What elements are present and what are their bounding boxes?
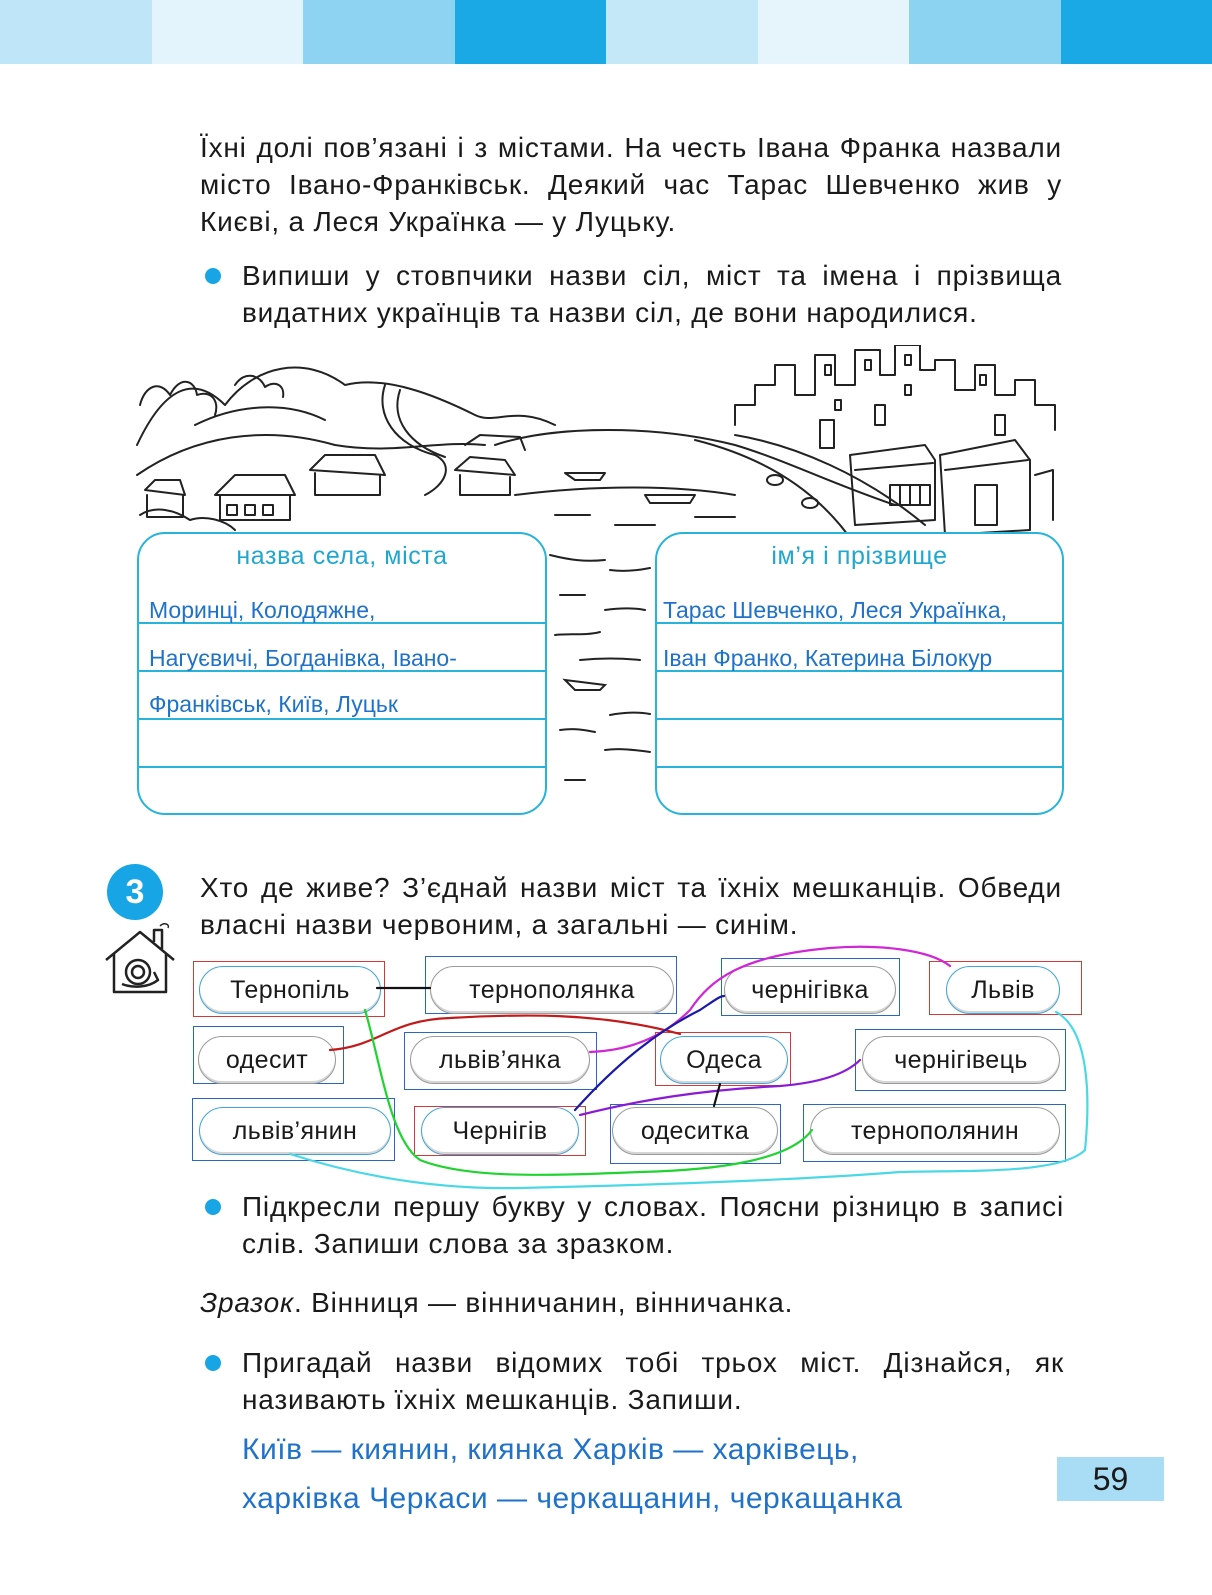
person-names-heading: ім’я і прізвище	[771, 542, 948, 570]
handwritten-answer-line: Нагуєвичі, Богданівка, Івано-	[149, 645, 457, 671]
page-number: 59	[1057, 1457, 1164, 1501]
band-segment	[758, 0, 910, 64]
exercise-number-badge: 3	[107, 864, 163, 920]
band-segment	[455, 0, 607, 64]
bullet-dot	[205, 1355, 221, 1371]
band-segment	[152, 0, 304, 64]
handwritten-answer-line: Франківськ, Київ, Луцьк	[149, 691, 398, 717]
task-instruction-3: Пригадай назви відомих тобі трьох міст. Дізнайся, як називають їхніх мешканців. Запиши.	[242, 1347, 1064, 1415]
handwritten-answer-line: Іван Франко, Катерина Білокур	[663, 645, 993, 671]
word-card-chernihivets[interactable]: чернігівець	[862, 1036, 1060, 1084]
bullet-dot	[205, 1199, 221, 1215]
exercise-3-instruction: Хто де живе? З’єднай назви міст та їхніх мешканців. Обведи власні назви червоним, а загальні — синім.	[200, 872, 1062, 940]
writing-line	[139, 766, 545, 768]
band-segment	[909, 0, 1061, 64]
word-card-chernihivka[interactable]: чернігівка	[724, 966, 896, 1014]
handwritten-answer-line: Моринці, Колодяжне,	[149, 597, 376, 623]
band-segment	[303, 0, 455, 64]
writing-line	[657, 766, 1062, 768]
band-segment	[0, 0, 152, 64]
bullet-dot	[205, 268, 221, 284]
place-names-heading: назва села, міста	[236, 542, 448, 570]
sample-text: . Вінниця — вінничанин, вінничанка.	[294, 1287, 794, 1318]
top-color-band	[0, 0, 1212, 64]
word-card-odesytka[interactable]: одеситка	[612, 1107, 778, 1155]
word-card-odesyt[interactable]: одесит	[198, 1036, 336, 1084]
word-card-ternopolianyn[interactable]: тернополянин	[810, 1107, 1060, 1155]
band-segment	[1061, 0, 1212, 64]
task-instruction-2: Підкресли першу букву у словах. Поясни різницю в записі слів. Запиши слова за зразком.	[242, 1191, 1064, 1259]
word-card-lvivianyn[interactable]: львів’янин	[199, 1107, 391, 1155]
handwritten-answer-line: харківка Черкаси — черкащанин, черкащанка	[242, 1482, 903, 1515]
person-names-box	[655, 532, 1064, 815]
band-segment	[606, 0, 758, 64]
word-card-lviv[interactable]: Львів	[946, 966, 1060, 1014]
handwritten-answer-line: Тарас Шевченко, Леся Українка,	[663, 597, 1008, 623]
place-names-box	[137, 532, 547, 815]
word-card-chernihiv[interactable]: Чернігів	[421, 1107, 579, 1155]
house-with-snail-icon	[102, 922, 180, 998]
writing-line	[657, 718, 1062, 720]
intro-paragraph: Їхні долі пов’язані і з містами. На честь Івана Франка назвали місто Івано-Франківськ. Деякий час Тарас Шевченко жив у Києві, а Леся Українка — у Луцьку.	[200, 132, 1062, 237]
handwritten-answer-line: Київ — киянин, киянка Харків — харківець,	[242, 1433, 859, 1466]
sample-line	[200, 1284, 1062, 1321]
writing-line	[139, 718, 545, 720]
word-card-ternopolianka[interactable]: тернополянка	[430, 966, 674, 1014]
task-instruction-1: Випиши у стовпчики назви сіл, міст та імена і прізвища видатних українців та назви сіл, де вони народилися.	[242, 260, 1062, 328]
river-waves	[545, 540, 655, 800]
word-card-odesa[interactable]: Одеса	[660, 1036, 788, 1084]
word-card-lvivianka[interactable]: львів’янка	[410, 1036, 590, 1084]
village-and-city-illustration	[135, 345, 1060, 545]
word-card-ternopil[interactable]: Тернопіль	[199, 966, 381, 1014]
sample-label: Зразок	[200, 1287, 295, 1318]
